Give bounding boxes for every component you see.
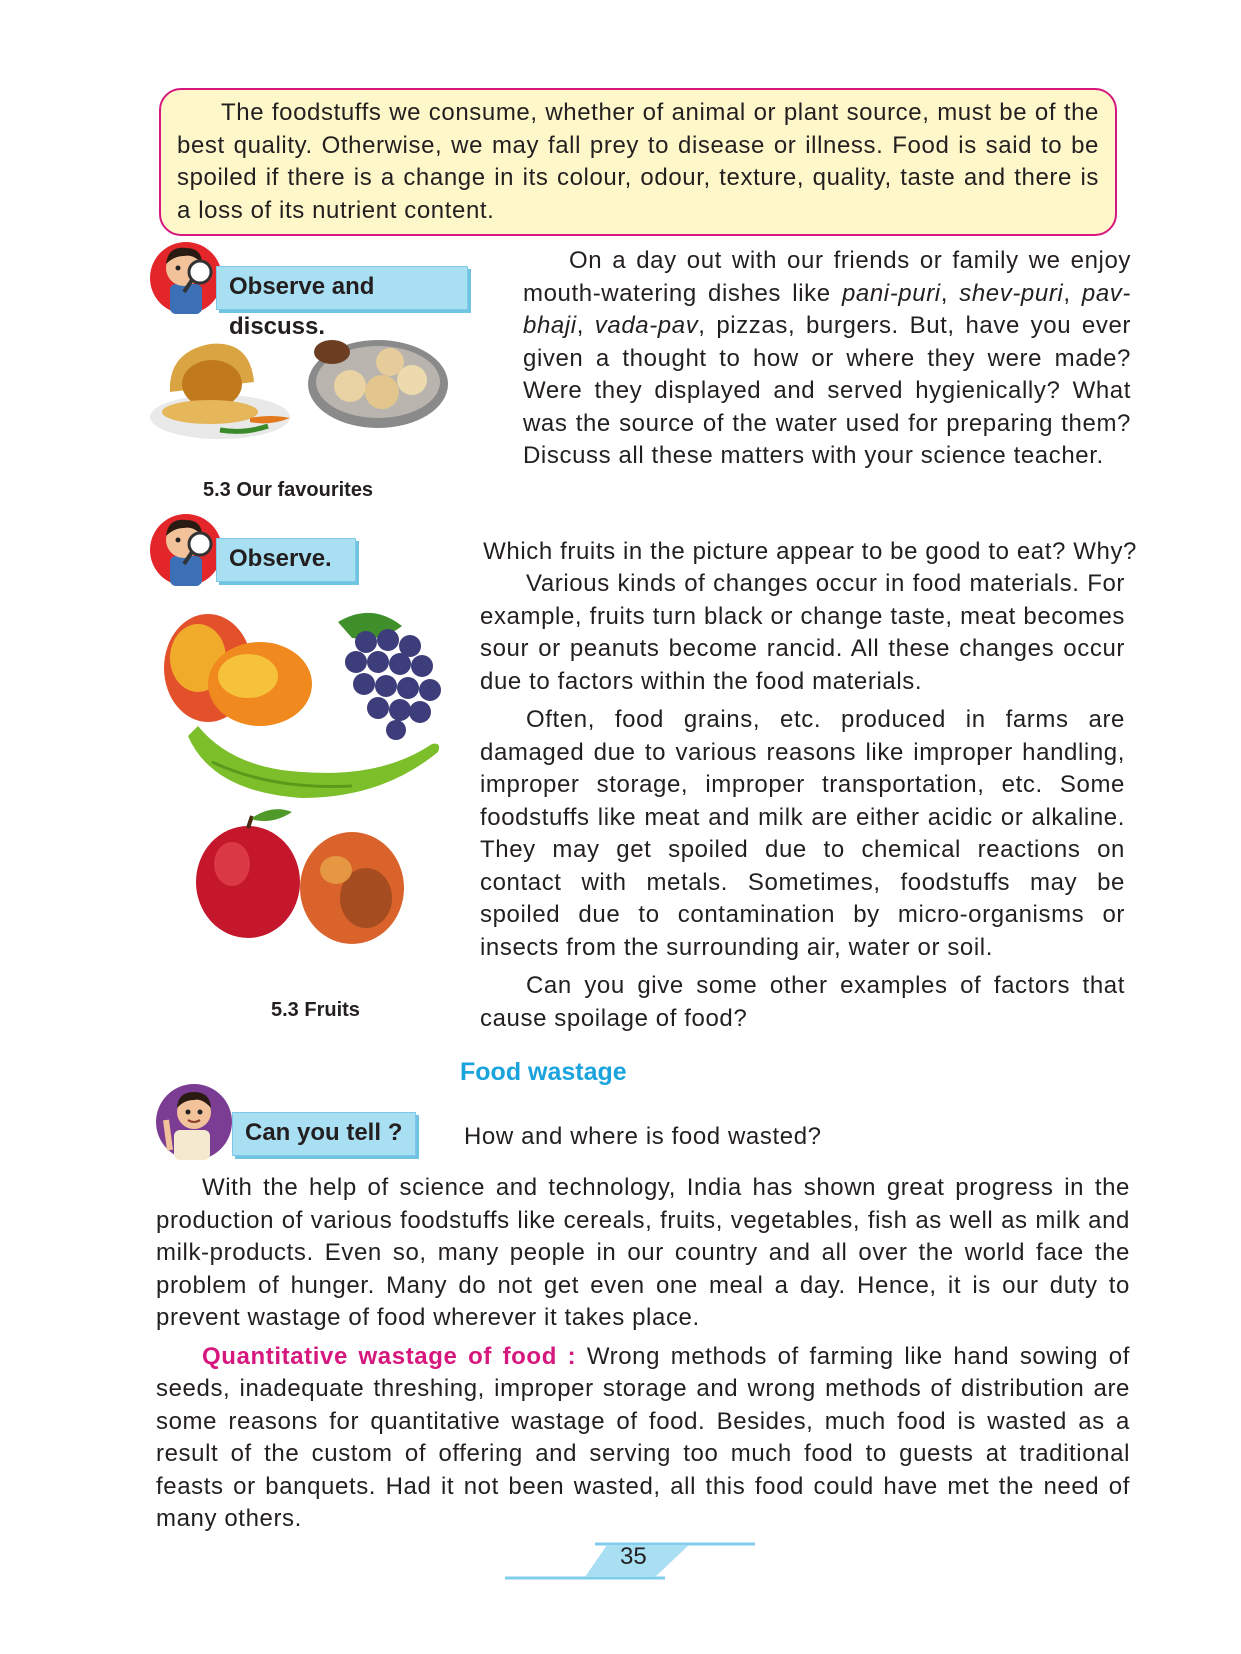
wastage-paragraphs (156, 1172, 1130, 1536)
dish-shev-puri: shev-puri (959, 279, 1064, 307)
separator: , (576, 312, 595, 339)
dish-pav-bhaji: pav-bhaji (523, 279, 1131, 339)
dish-pani-puri: pani-puri (841, 279, 941, 307)
separator: , (1063, 279, 1082, 307)
dishes-text-1: On a day out with our friends or family we enjoy mouth-watering dishes like (523, 247, 1131, 307)
spoilage-paragraph-3: Can you give some other examples of factors that cause spoilage of food? (480, 972, 1125, 1032)
intro-box (159, 88, 1117, 236)
boy-with-magnifier-icon (148, 510, 226, 590)
observe-tag: Observe. (216, 538, 356, 582)
food-wastage-heading: Food wastage (460, 1058, 627, 1086)
quantitative-wastage-label: Quantitative wastage of food : (202, 1342, 577, 1370)
boy-pointing-icon (154, 1080, 232, 1162)
fruits-image (152, 602, 472, 1010)
spoilage-paragraph-2: Often, food grains, etc. produced in farms are damaged due to various reasons like improper handling, improper storage, improper transportation, etc. Some foodstuffs like meat and milk are either acidic or alkaline. They may get spoiled due to chemical reactions on contact with metals. Sometimes, foodstuffs may be spoiled due to contamination by micro-organisms or insects from the surrounding air, water or soil. (480, 706, 1125, 961)
observe-discuss-paragraph (523, 245, 1131, 473)
spoilage-paragraph-1: Various kinds of changes occur in food materials. For example, fruits turn black or change taste, meat becomes sour or peanuts become rancid. All these changes occur due to factors within the food materials. (480, 570, 1125, 695)
wastage-paragraph-1: With the help of science and technology, India has shown great progress in the production of various foodstuffs like cereals, fruits, vegetables, fish as well as milk and milk-products. Even so, many people in our country and all over the world face the problem of hunger. Many do not get even one meal a day. Hence, it is our duty to prevent wastage of food wherever it takes place. (156, 1174, 1130, 1331)
separator: , (940, 279, 960, 307)
observe-discuss-tag: Observe and discuss. (216, 266, 468, 310)
page-number: 35 (620, 1543, 647, 1570)
quantitative-wastage-paragraph (156, 1341, 1130, 1536)
intro-text: The foodstuffs we consume, whether of animal or plant source, must be of the best quality. Otherwise, we may fall prey to disease or illness. Food is said to be spoiled if there is a change in its colour, odour, texture, quality, taste and there is a loss of its nutrient content. (177, 99, 1099, 224)
dishes-text-2: , pizzas, burgers. But, have you ever given a thought to how or where they were made? Were they displayed and served hygienically? What was the source of the water used for preparing them? Discuss all these matters with your science teacher. (523, 312, 1132, 469)
favourite-foods-image (150, 322, 450, 452)
observe-paragraphs (480, 568, 1125, 1035)
can-you-tell-question: How and where is food wasted? (464, 1123, 822, 1150)
boy-with-magnifier-icon (148, 238, 226, 318)
observe-question: Which fruits in the picture appear to be good to eat? Why? (483, 538, 1137, 565)
dish-vada-pav: vada-pav (594, 312, 699, 339)
figure-caption-favourites: 5.3 Our favourites (203, 479, 374, 501)
figure-caption-fruits: 5.3 Fruits (271, 999, 360, 1021)
can-you-tell-tag: Can you tell ? (232, 1112, 416, 1156)
quantitative-wastage-text: Wrong methods of farming like hand sowing of seeds, inadequate threshing, improper storage and wrong methods of distribution are some reasons for quantitative wastage of food. Besides, much food is wasted as a result of the custom of offering and serving too much food to guests at traditional feasts or banquets. Had it not been wasted, all this food could have met the need of many others. (156, 1342, 1130, 1532)
